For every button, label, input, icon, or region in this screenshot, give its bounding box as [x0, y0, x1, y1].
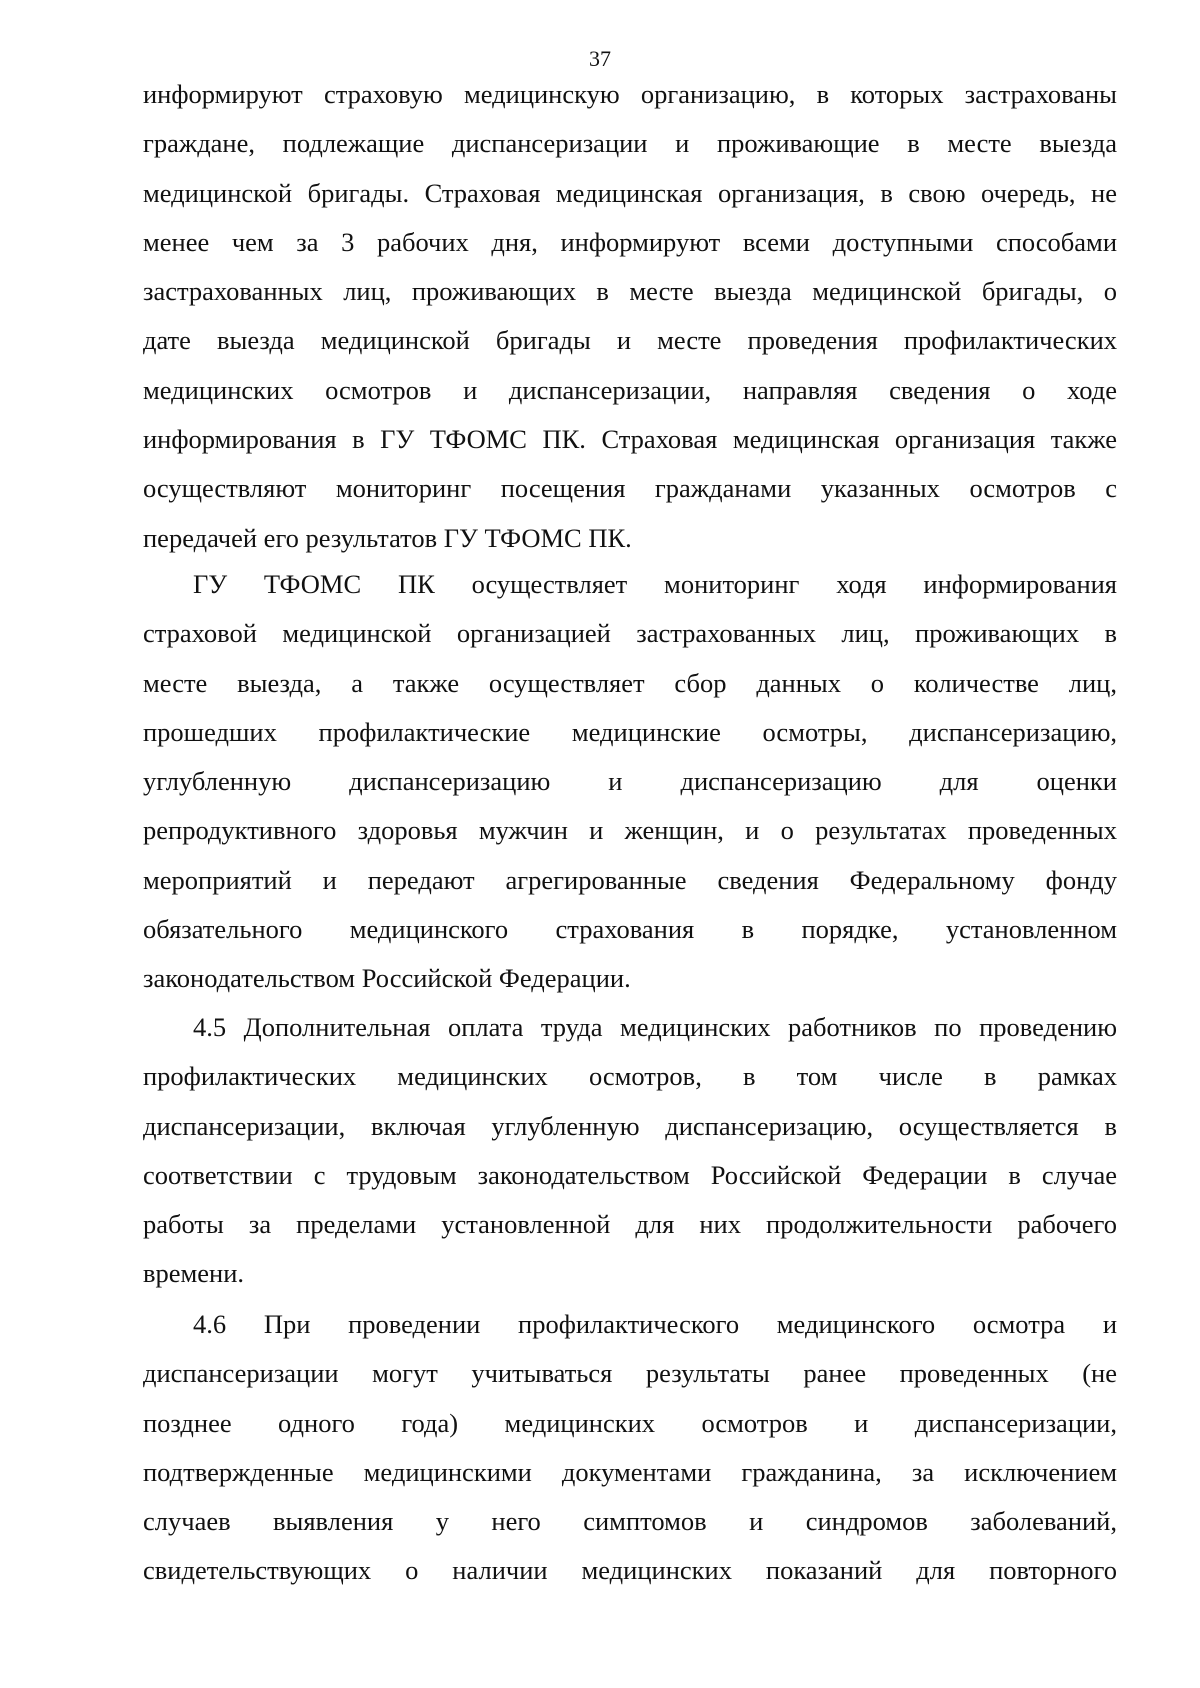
text-line: соответствии с трудовым законодательством Российской Федерации в случае — [143, 1159, 1117, 1190]
text-line: менее чем за 3 рабочих дня, информируют всеми доступными способами — [143, 226, 1117, 257]
paragraph-1 — [143, 70, 1117, 563]
text-line: свидетельствующих о наличии медицинских показаний для повторного — [143, 1555, 1117, 1586]
text-line: диспансеризации могут учитываться результаты ранее проведенных (не — [143, 1358, 1117, 1389]
text-line: страховой медицинской организацией застрахованных лиц, проживающих в — [143, 618, 1117, 649]
text-line: работы за пределами установленной для них продолжительности рабочего — [143, 1209, 1117, 1240]
text-line: осуществляют мониторинг посещения гражданами указанных осмотров с — [143, 473, 1117, 504]
text-line: застрахованных лиц, проживающих в месте выезда медицинской бригады, о — [143, 276, 1117, 307]
page-number: 37 — [589, 46, 611, 71]
text-line: информируют страховую медицинскую организацию, в которых застрахованы — [143, 79, 1117, 109]
text-line: подтвержденные медицинскими документами гражданина, за исключением — [143, 1456, 1117, 1487]
text-line: 4.6 При проведении профилактического медицинского осмотра и — [193, 1309, 1117, 1339]
text-line: месте выезда, а также осуществляет сбор данных о количестве лиц, — [143, 667, 1117, 698]
text-line: дате выезда медицинской бригады и месте проведения профилактических — [143, 325, 1117, 356]
text-line: случаев выявления у него симптомов и синдромов заболеваний, — [143, 1506, 1117, 1537]
text-line: медицинской бригады. Страховая медицинская организация, в свою очередь, не — [143, 177, 1117, 208]
text-line: времени. — [143, 1258, 245, 1289]
text-line: углубленную диспансеризацию и диспансеризацию для оценки — [143, 766, 1117, 797]
text-line: мероприятий и передают агрегированные сведения Федеральному фонду — [143, 864, 1117, 895]
text-line: 4.5 Дополнительная оплата труда медицинских работников по проведению — [193, 1012, 1117, 1042]
text-line: ГУ ТФОМС ПК осуществляет мониторинг ходя информирования — [193, 569, 1117, 599]
text-line: профилактических медицинских осмотров, в том числе в рамках — [143, 1061, 1117, 1092]
text-line: медицинских осмотров и диспансеризации, направляя сведения о ходе — [143, 374, 1117, 405]
text-line: граждане, подлежащие диспансеризации и проживающие в месте выезда — [143, 128, 1117, 159]
paragraph-4-5 — [143, 1003, 1117, 1299]
text-line: обязательного медицинского страхования в порядке, установленном — [143, 914, 1117, 945]
text-line: прошедших профилактические медицинские осмотры, диспансеризацию, — [143, 716, 1117, 747]
paragraph-2 — [143, 560, 1117, 1004]
paragraph-4-6 — [143, 1300, 1117, 1596]
text-line: репродуктивного здоровья мужчин и женщин, и о результатах проведенных — [143, 815, 1117, 846]
text-line: передачей его результатов ГУ ТФОМС ПК. — [143, 522, 632, 553]
text-line: диспансеризации, включая углубленную диспансеризацию, осуществляется в — [143, 1110, 1117, 1141]
text-line: позднее одного года) медицинских осмотров и диспансеризации, — [143, 1407, 1117, 1438]
text-line: информирования в ГУ ТФОМС ПК. Страховая медицинская организация также — [143, 424, 1117, 455]
text-line: законодательством Российской Федерации. — [143, 963, 631, 994]
